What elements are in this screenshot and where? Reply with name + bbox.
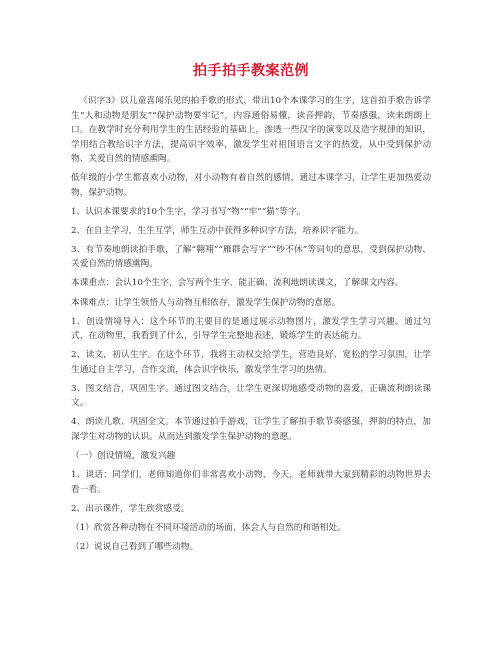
section-heading: （一）创设情境，激发兴趣	[71, 451, 176, 462]
learner-analysis-paragraph: 低年级的小学生都喜欢小动物，对小动物有着自然的感情，通过本课学习，让学生更加热爱动物，保护动物。	[71, 173, 431, 198]
intro-paragraph: 《识字3》以儿童喜闻乐见的拍手歌的形式，带出10个本课学习的生字，这首拍手歌告诉学生“人和动物是朋友”“保护动物要牢记”，内容通俗易懂，读音押韵，节奏感强，读来朗朗上口。在教学时充分利用学生的生活经验的基础上，渗透一些汉字的演变以及造字规律的知识，学用结合教给识字方法，提高识字效率，激发学生对祖国语言文字的热爱，从中受到保护动物、关爱自然的情感熏陶。	[71, 96, 431, 164]
activity-item-2: 2、出示课件，学生欣赏感受。	[71, 503, 190, 514]
difficult-points-paragraph: 本课难点：让学生领悟人与动物互相依存，激发学生保护动物的意愿。	[71, 297, 341, 308]
process-step-3: 3、图文结合，巩固生字。通过图文结合，让学生更深切地感受动物的喜爱，正确流利朗读课文。	[71, 383, 431, 409]
key-points-paragraph: 本课重点：会认10个生字，会写两个生字，能正确、流利地朗读课文，了解课文内容。	[71, 278, 404, 289]
goal-item-2: 2、在自主学习，生生互学，师生互动中获得多种识字方法，培养识字能力。	[71, 225, 364, 236]
activity-subitem-1: （1）欣赏各种动物在不同环境活动的场面，体会人与自然的和谐相处。	[71, 522, 346, 533]
document-body	[71, 94, 431, 559]
process-step-1: 1、创设情境导入：这个环节的主要目的是通过展示动物图片，激发学生学习兴趣。通过匀式，在动物里，我看到了什么，引导学生完整地表述，锻炼学生的表达能力。	[71, 316, 431, 342]
process-step-4: 4、朗读儿歌、巩固全文。本节通过拍手游戏，让学生了解拍手歌节奏感强，押韵的特点，加深学生对动物的认识。从而达到激发学生保护动物的意愿。	[71, 417, 431, 442]
activity-item-1: 1、谈话：同学们，老师知道你们非常喜欢小动物，今天，老师就带大家到精彩的动物世界去看一看。	[71, 470, 431, 495]
document-title: 拍手拍手教案范例	[193, 63, 309, 79]
process-step-2: 2、读文，初认生字。在这个环节，我将主动权交给学生，营造良好、宽松的学习氛围，让学生通过自主学习，合作交流，体会识字快乐，激发学生学习的热情。	[71, 350, 431, 375]
goal-item-3: 3、有节奏地朗读拍手歌，了解“翱翔”“雁群会写字”“吵不休”等词句的意思，受到保护动物、关爱自然的情感熏陶。	[71, 244, 431, 270]
activity-subitem-2: （2）说说自己看到了哪些动物。	[71, 541, 199, 552]
goal-item-1: 1、认识本课要求的10个生字，学习书写“物”“牢”“猫”等字。	[71, 206, 306, 217]
